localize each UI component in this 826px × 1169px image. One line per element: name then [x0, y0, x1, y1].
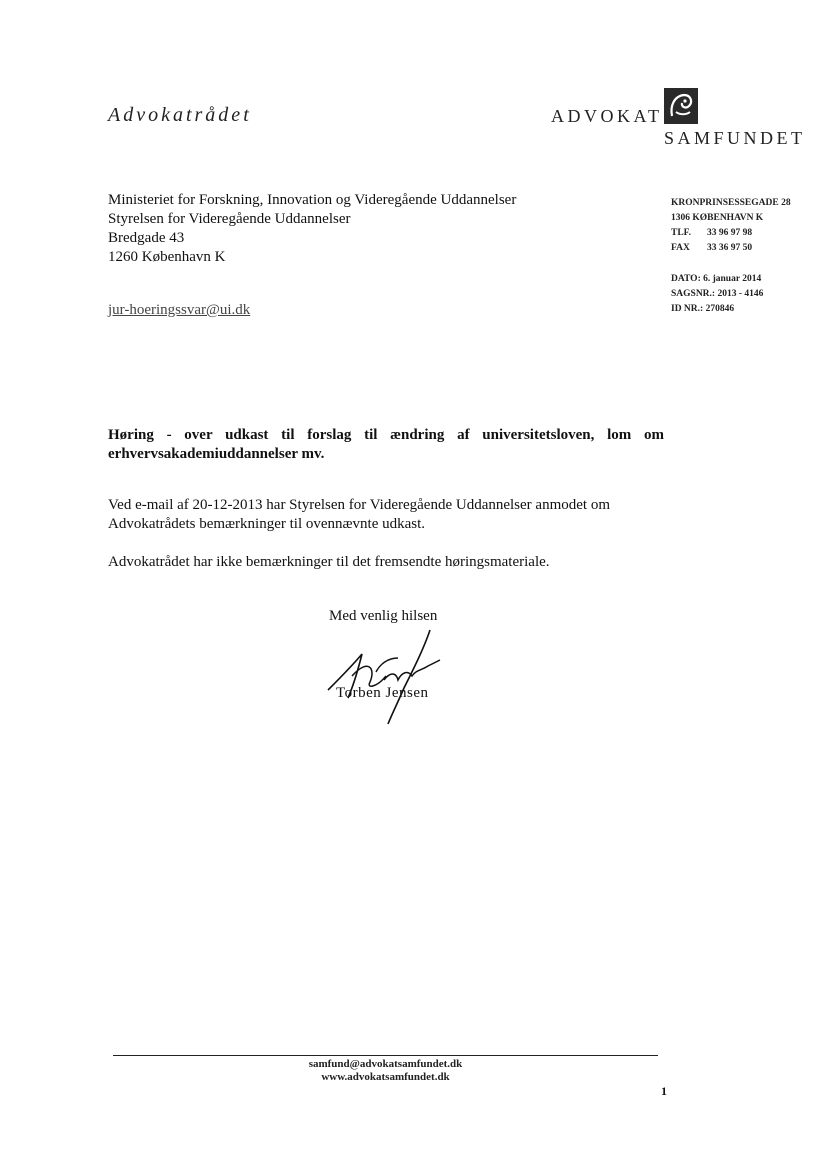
signer-name: Torben Jensen	[336, 685, 429, 701]
phone-number: 33 96 97 98	[707, 228, 753, 238]
footer-email[interactable]: samfund@advokatsamfundet.dk	[308, 1058, 463, 1070]
sender-city: 1306 KØBENHAVN K	[671, 213, 764, 223]
advokatraadet-title: Advokatrådet	[108, 104, 252, 126]
recipient-address	[108, 191, 516, 267]
recipient-line: Ministeriet for Forskning, Innovation og Videregående Uddannelser	[108, 192, 517, 208]
sender-street: KRONPRINSESSEGADE 28	[671, 198, 791, 208]
advokatsamfundet-logo-icon	[664, 88, 698, 124]
phone-label: TLF.	[671, 228, 691, 238]
footer-contact	[113, 1058, 658, 1084]
footer-divider	[113, 1055, 658, 1056]
sender-fax	[671, 241, 791, 256]
logo-text-advokat: ADVOKAT	[551, 106, 663, 126]
recipient-line: Styrelsen for Videregående Uddannelser	[108, 211, 351, 227]
fax-number: 33 36 97 50	[707, 243, 753, 253]
letter-date: DATO: 6. januar 2014	[671, 274, 762, 284]
case-number: SAGSNR.: 2013 - 4146	[671, 289, 764, 299]
page-number: 1	[661, 1084, 667, 1098]
closing-greeting: Med venlig hilsen	[329, 608, 438, 624]
id-number: ID NR.: 270846	[671, 304, 735, 314]
recipient-line: Bredgade 43	[108, 230, 185, 246]
sender-info-block	[671, 196, 791, 317]
footer-website[interactable]: www.advokatsamfundet.dk	[321, 1071, 450, 1083]
handwritten-signature	[318, 628, 448, 726]
letter-subject: Høring - over udkast til forslag til ændring af universitetsloven, lom om erhvervsakademiuddannelser mv.	[108, 427, 664, 462]
recipient-email-link[interactable]: jur-hoeringssvar@ui.dk	[108, 302, 251, 318]
fax-label: FAX	[671, 243, 690, 253]
sender-phone	[671, 226, 791, 241]
body-paragraph-1: Ved e-mail af 20-12-2013 har Styrelsen for Videregående Uddannelser anmodet om Advokatrådets bemærkninger til ovennævnte udkast.	[108, 497, 610, 532]
body-paragraph-2: Advokatrådet har ikke bemærkninger til det fremsendte høringsmateriale.	[108, 554, 550, 570]
logo-text-samfundet: SAMFUNDET	[664, 128, 806, 148]
recipient-line: 1260 København K	[108, 249, 226, 265]
